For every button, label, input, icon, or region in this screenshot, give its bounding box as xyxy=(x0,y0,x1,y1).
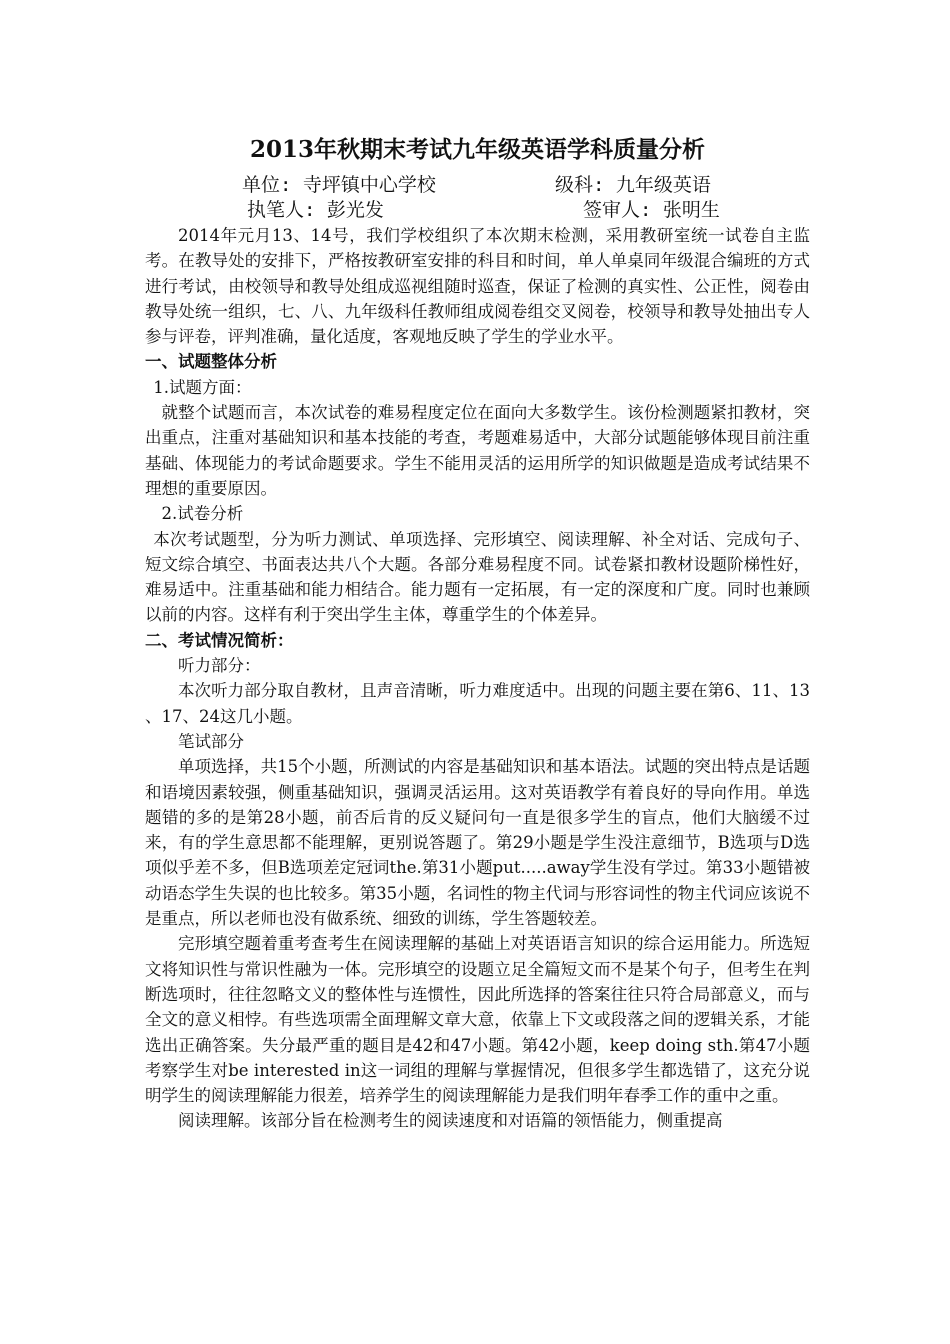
author-label: 执笔人: 彭光发 xyxy=(247,199,384,221)
section-heading-2: 二、考试情况简析： xyxy=(145,630,294,650)
unit-label: 单位: 寺坪镇中心学校 xyxy=(242,174,436,196)
meta-row-2 xyxy=(145,198,810,223)
grade-label: 级科: 九年级英语 xyxy=(555,174,711,196)
subheading-written: 笔试部分 xyxy=(178,731,244,751)
document-page xyxy=(145,132,810,1134)
paragraph-paper-analysis: 本次考试题型，分为听力测试、单项选择、完形填空、阅读理解、补全对话、完成句子、短文综合填空、书面表达共八个大题。各部分难易程度不同。试卷紧扣教材设题阶梯性好，难易适中。注重基础和能力相结合。能力题有一定拓展，有一定的深度和广度。同时也兼顾以前的内容。这样有利于突出学生主体，尊重学生的个体差异。 xyxy=(145,529,810,625)
subheading-test-questions: 1.试题方面： xyxy=(153,377,252,397)
subheading-paper-analysis: 2.试卷分析 xyxy=(161,504,244,524)
paragraph-single-choice: 单项选择，共15个小题，所测试的内容是基础知识和基本语法。试题的突出特点是话题和语境因素较强，侧重基础知识，强调灵活运用。这对英语教学有着良好的导向作用。单选题错的多的是第28小题，前否后肯的反义疑问句一直是很多学生的盲点，他们大脑缓不过来，有的学生意思都不能理解，更别说答题了。第29小题是学生没注意细节，B选项与D选项似乎差不多，但B选项差定冠词the.第31小题put.....away学生没有学过。第33小题错被动语态学生失误的也比较多。第35小题，名词性的物主代词与形容词性的物主代词应该说不是重点，所以老师也没有做系统、细致的训练，学生答题较差。 xyxy=(145,757,810,929)
intro-paragraph: 2014年元月13、14号，我们学校组织了本次期末检测，采用教研室统一试卷自主监考。在教导处的安排下，严格按教研室安排的科目和时间，单人单桌同年级混合编班的方式进行考试，由校领导和教导处组成巡视组随时巡查，保证了检测的真实性、公正性，阅卷由教导处统一组织，七、八、九年级科任教师组成阅卷组交叉阅卷，校领导和教导处抽出专人参与评卷，评判准确，量化适度，客观地反映了学生的学业水平。 xyxy=(145,226,810,347)
paragraph-test-overview: 就整个试题而言，本次试卷的难易程度定位在面向大多数学生。该份检测题紧扣教材，突出重点，注重对基础知识和基本技能的考查，考题难易适中，大部分试题能够体现目前注重基础、体现能力的考试命题要求。学生不能用灵活的运用所学的知识做题是造成考试结果不理想的重要原因。 xyxy=(145,403,810,498)
paragraph-reading: 阅读理解。该部分旨在检测考生的阅读速度和对语篇的领悟能力，侧重提高 xyxy=(178,1111,723,1131)
reviewer-label: 签审人: 张明生 xyxy=(583,199,720,221)
paragraph-cloze: 完形填空题着重考查考生在阅读理解的基础上对英语语言知识的综合运用能力。所选短文将知识性与常识性融为一体。完形填空的设题立足全篇短文而不是某个句子，但考生在判断选项时，往往忽略文义的整体性与连惯性，因此所选择的答案往往只符合局部意义，而与全文的意义相悖。有些选项需全面理解文章大意，依靠上下文或段落之间的逻辑关系，才能选出正确答案。失分最严重的题目是42和47小题。第42小题，keep doing sth.第47小题考察学生对be interested in这一词组的理解与掌握情况，但很多学生都选错了，这充分说明学生的阅读理解能力很差，培养学生的阅读理解能力是我们明年春季工作的重中之重。 xyxy=(145,934,810,1106)
meta-row-1 xyxy=(145,173,810,198)
paragraph-listening: 本次听力部分取自教材，且声音清晰，听力难度适中。出现的问题主要在第6、11、13 、17、24这几小题。 xyxy=(145,681,810,726)
subheading-listening: 听力部分： xyxy=(178,656,261,676)
document-title: 2013年秋期末考试九年级英语学科质量分析 xyxy=(249,136,705,163)
section-heading-1: 一、试题整体分析 xyxy=(145,352,277,372)
